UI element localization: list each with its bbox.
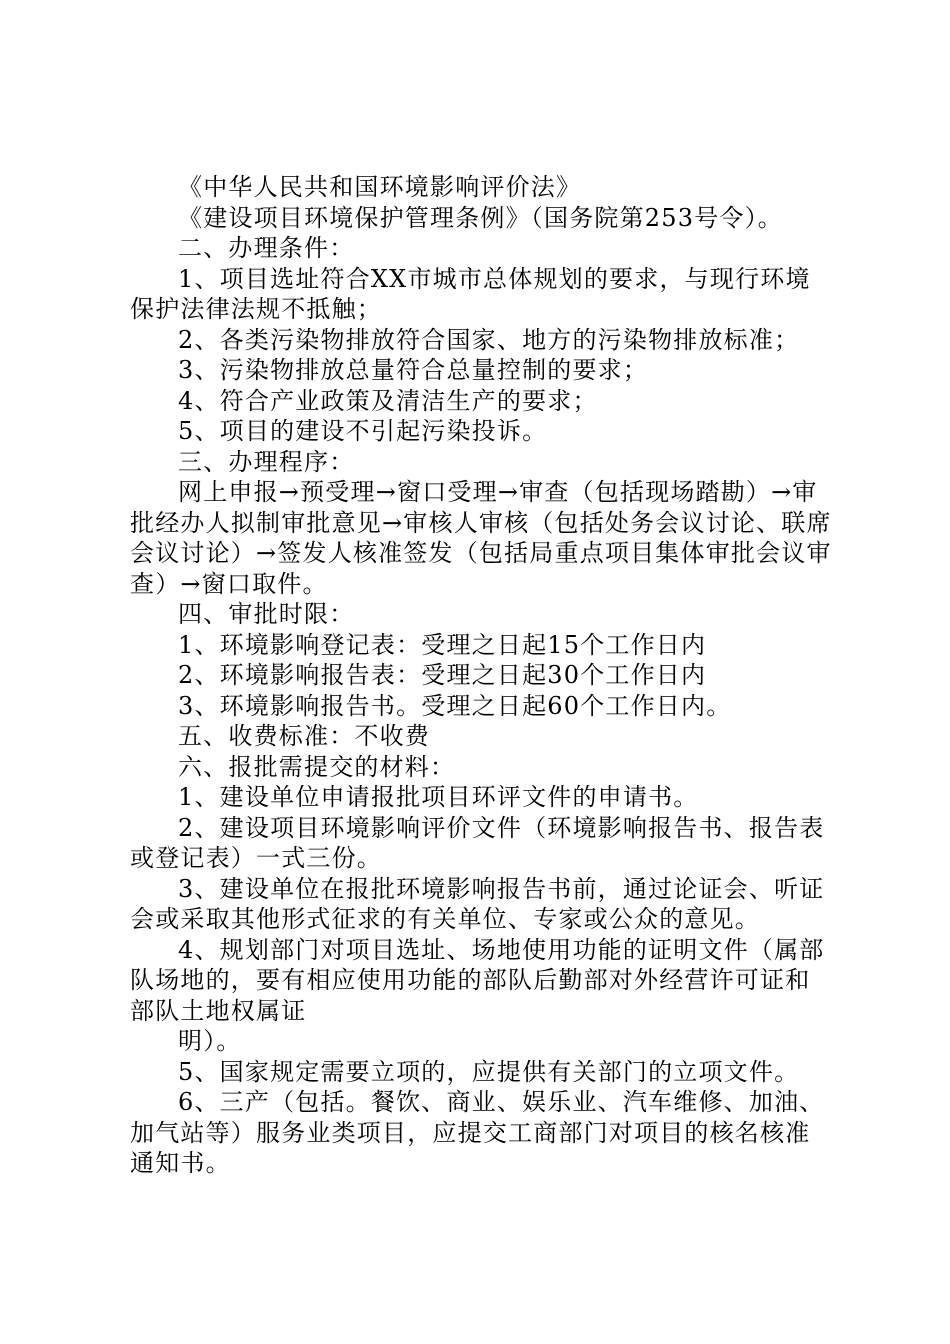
section-heading-fees: 五、收费标准：不收费 — [178, 722, 430, 750]
procedure-flow: 网上申报→预受理→窗口受理→审查（包括现场踏勘）→审批经办人拟制审批意见→审核人审核（包括处务会议讨论、联席会议讨论）→签发人核准签发（包括局重点项目集体审批会议审查）→窗口取件。 — [130, 478, 832, 598]
condition-item-2: 2、各类污染物排放符合国家、地方的污染物排放标准； — [178, 325, 800, 354]
material-item-6: 6、三产（包括。餐饮、商业、娱乐业、汽车维修、加油、加气站等）服务业类项目，应提交工商部门对项目的核名核准通知书。 — [130, 1088, 825, 1177]
section-heading-materials: 六、报批需提交的材料： — [178, 752, 456, 781]
material-item-2: 2、建设项目环境影响评价文件（环境影响报告书、报告表或登记表）一式三份。 — [130, 813, 825, 872]
time-limit-item-2: 2、环境影响报告表：受理之日起30个工作日内 — [178, 661, 707, 689]
condition-item-1: 1、项目选址符合XX市城市总体规划的要求，与现行环境保护法律法规不抵触； — [130, 264, 811, 323]
section-heading-conditions: 二、办理条件： — [178, 234, 355, 262]
section-heading-procedure: 三、办理程序： — [178, 447, 355, 476]
document-body — [130, 172, 832, 1179]
law-reference-regulation: 《建设项目环境保护管理条例》（国务院第253号令）。 — [178, 203, 784, 232]
section-heading-time-limit: 四、审批时限： — [178, 600, 355, 628]
material-item-4-continued: 明）。 — [178, 1027, 242, 1055]
law-reference-eia: 《中华人民共和国环境影响评价法》 — [178, 173, 582, 201]
condition-item-3: 3、污染物排放总量符合总量控制的要求； — [178, 356, 649, 384]
material-item-3: 3、建设单位在报批环境影响报告书前，通过论证会、听证会或采取其他形式征求的有关单位、专家或公众的意见。 — [130, 874, 825, 933]
condition-item-5: 5、项目的建设不引起污染投诉。 — [178, 417, 548, 445]
condition-item-4: 4、符合产业政策及清洁生产的要求； — [178, 386, 598, 415]
material-item-4: 4、规划部门对项目选址、场地使用功能的证明文件（属部队场地的，要有相应使用功能的部队后勤部对外经营许可证和部队土地权属证 — [130, 935, 825, 1025]
time-limit-item-1: 1、环境影响登记表：受理之日起15个工作日内 — [178, 630, 707, 659]
material-item-1: 1、建设单位申请报批项目环评文件的申请书。 — [178, 783, 699, 811]
material-item-5: 5、国家规定需要立项的，应提供有关部门的立项文件。 — [178, 1057, 800, 1086]
time-limit-item-3: 3、环境影响报告书。受理之日起60个工作日内。 — [178, 691, 732, 720]
